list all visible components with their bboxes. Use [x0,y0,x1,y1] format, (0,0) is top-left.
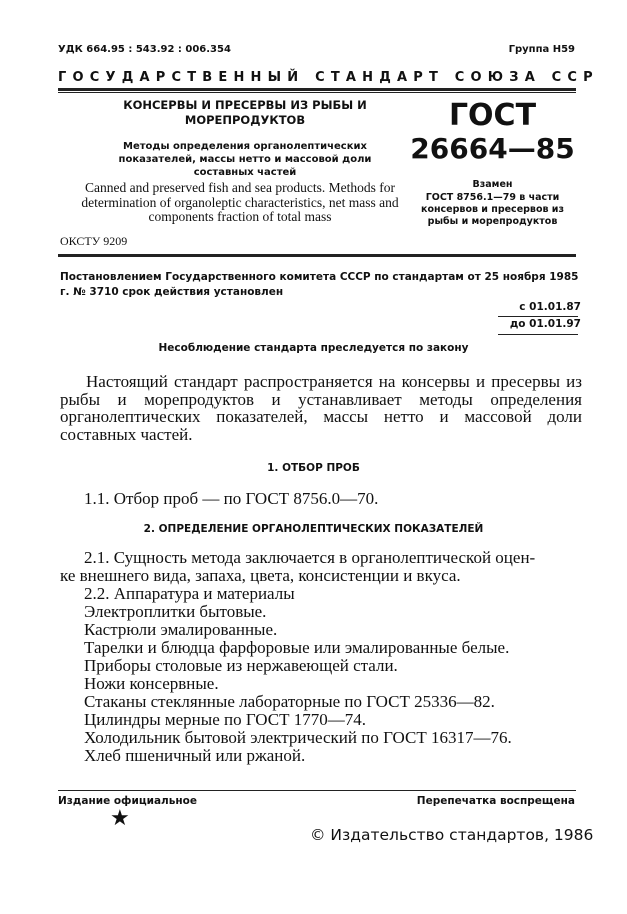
section-1-heading: 1. ОТБОР ПРОБ [267,462,360,474]
state-standard-title: ГОСУДАРСТВЕННЫЙ СТАНДАРТ СОЮЗА ССР [58,70,599,85]
intro-paragraph: Настоящий стандарт распространяется на консервы и пресервы из рыбы и морепродуктов и устанавливает методы определения органолептических показателей, массы нетто и массовой доли составных частей. [60,372,582,444]
replaces-label: Взамен [472,179,513,190]
valid-to-date: до 01.01.97 [509,318,581,330]
standard-title-ru: КОНСЕРВЫ И ПРЕСЕРВЫ ИЗ РЫБЫ И МОРЕПРОДУКТОВ [123,98,367,127]
equipment-item: Ножи консервные. [84,674,219,693]
section-2-1-line-2: ке внешнего вида, запаха, цвета, консистенции и вкуса. [60,566,461,585]
date-divider [498,316,578,317]
official-edition: Издание официальное [58,795,197,807]
section-1-1: 1.1. Отбор проб — по ГОСТ 8756.0—70. [84,489,379,508]
oksty-code: ОКСТУ 9209 [60,234,128,248]
title-block-rule [58,254,576,257]
equipment-item: Холодильник бытовой электрический по ГОСТ 16317—76. [84,728,512,747]
udk-code: УДК 664.95 : 543.92 : 006.354 [58,44,231,55]
equipment-item: Кастрюли эмалированные. [84,620,278,639]
equipment-item: Хлеб пшеничный или ржаной. [84,746,306,765]
equipment-item: Электроплитки бытовые. [84,602,267,621]
star-icon: ★ [110,806,130,831]
date-underline [498,334,578,335]
reprint-forbidden: Перепечатка воспрещена [416,795,575,807]
group-code: Группа Н59 [508,44,575,55]
copyright: © Издательство стандартов, 1986 [310,826,594,844]
equipment-item: Цилиндры мерные по ГОСТ 1770—74. [84,710,366,729]
gost-label: ГОСТ [448,98,537,133]
replaces-text: ГОСТ 8756.1—79 в части консервов и пресервов из рыбы и морепродуктов [421,192,564,227]
equipment-item: Стаканы стеклянные лабораторные по ГОСТ 25336—82. [84,692,495,711]
section-2-2: 2.2. Аппаратура и материалы [84,584,295,603]
standard-title-en: Canned and preserved fish and sea products. Methods for determination of organoleptic characteristics, net mass and components fraction of total mass [81,180,399,224]
section-2-1-line-1: 2.1. Сущность метода заключается в органолептической оцен- [84,548,536,567]
methods-title-ru: Методы определения органолептических показателей, массы нетто и массовой доли составных частей [118,141,372,178]
section-2-heading: 2. ОПРЕДЕЛЕНИЕ ОРГАНОЛЕПТИЧЕСКИХ ПОКАЗАТЕЛЕЙ [143,523,484,535]
header-rule [58,88,576,91]
equipment-item: Приборы столовые из нержавеющей стали. [84,656,398,675]
header-rule-thin [58,92,576,93]
footer-rule [58,790,576,791]
law-notice: Несоблюдение стандарта преследуется по закону [158,342,469,354]
gost-number: 26664—85 [410,132,575,165]
equipment-item: Тарелки и блюдца фарфоровые или эмалированные белые. [84,638,510,657]
decree-text: Постановлением Государственного комитета СССР по стандартам от 25 ноября 1985 г. № 3710 срок действия установлен [60,271,579,298]
valid-from-date: с 01.01.87 [519,301,581,313]
